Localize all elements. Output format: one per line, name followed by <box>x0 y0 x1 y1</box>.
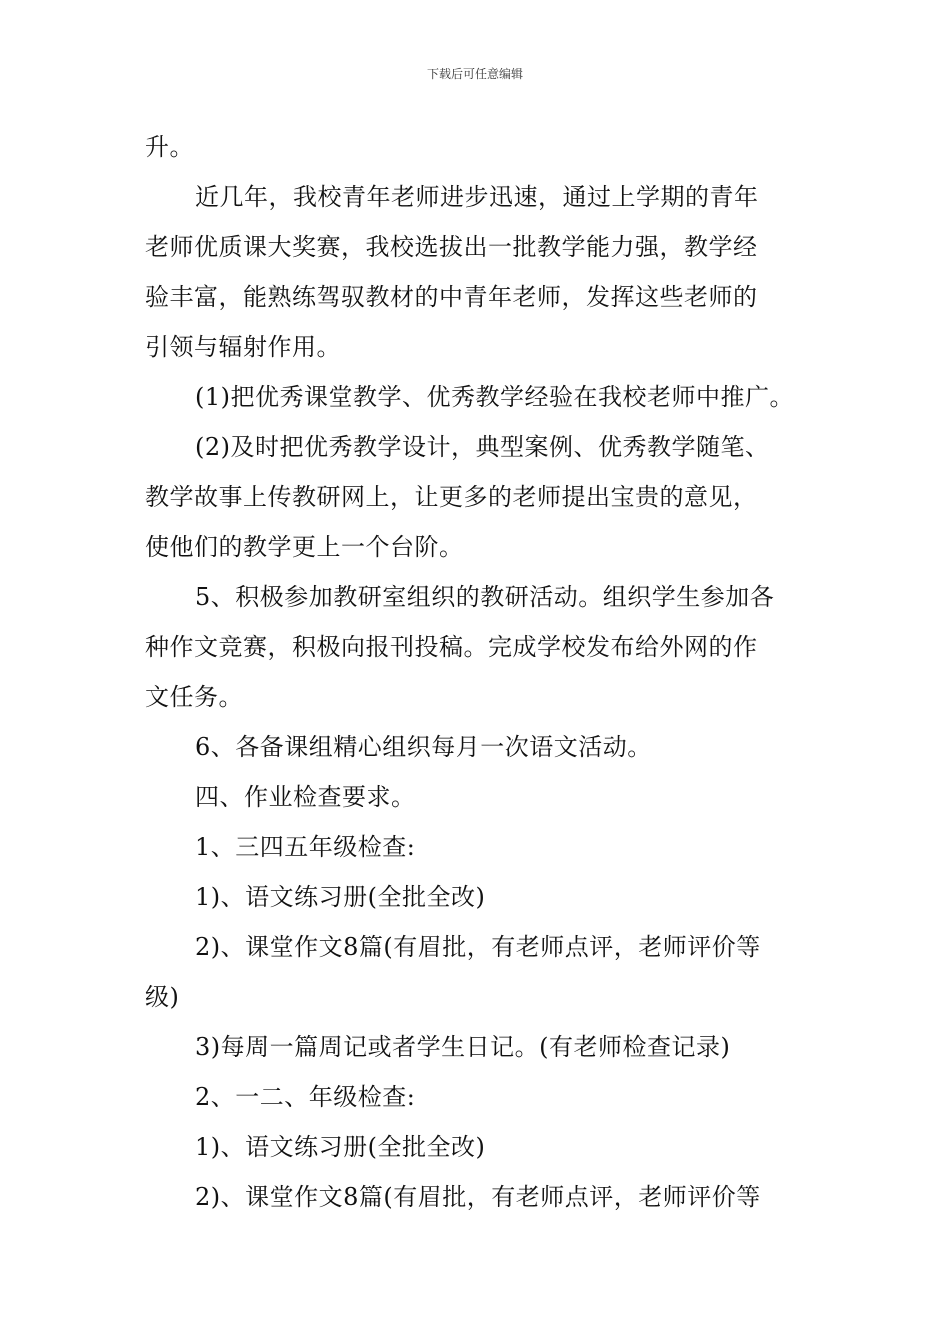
text-line: 升。 <box>145 133 194 161</box>
text-line: 2)、课堂作文8篇(有眉批，有老师点评，老师评价等 <box>195 1183 761 1211</box>
text-line: 验丰富，能熟练驾驭教材的中青年老师，发挥这些老师的 <box>145 283 758 311</box>
text-line: 四、作业检查要求。 <box>195 783 416 811</box>
text-line: 近几年，我校青年老师进步迅速，通过上学期的青年 <box>195 183 759 211</box>
text-line: 文任务。 <box>145 683 243 711</box>
text-line: 1、三四五年级检查: <box>195 833 416 861</box>
text-line: 老师优质课大奖赛，我校选拔出一批教学能力强，教学经 <box>145 233 758 261</box>
text-line: 1)、语文练习册(全批全改) <box>195 883 486 911</box>
document-body <box>145 122 815 1222</box>
page-header: 下载后可任意编辑 <box>426 67 523 81</box>
text-line: (2)及时把优秀教学设计，典型案例、优秀教学随笔、 <box>195 433 770 461</box>
text-line: 3)每周一篇周记或者学生日记。(有老师检查记录) <box>195 1033 731 1061</box>
text-line: (1)把优秀课堂教学、优秀教学经验在我校老师中推广。 <box>195 383 794 411</box>
text-line: 5、积极参加教研室组织的教研活动。组织学生参加各 <box>195 583 775 611</box>
text-line: 使他们的教学更上一个台阶。 <box>145 533 464 561</box>
text-line: 6、各备课组精心组织每月一次语文活动。 <box>195 733 652 761</box>
text-line: 教学故事上传教研网上，让更多的老师提出宝贵的意见， <box>145 483 758 511</box>
text-line: 引领与辐射作用。 <box>145 333 341 361</box>
text-line: 级) <box>145 983 180 1011</box>
text-line: 2、一二、年级检查: <box>195 1083 416 1111</box>
text-line: 2)、课堂作文8篇(有眉批，有老师点评，老师评价等 <box>195 933 761 961</box>
text-line: 1)、语文练习册(全批全改) <box>195 1133 486 1161</box>
text-line: 种作文竞赛，积极向报刊投稿。完成学校发布给外网的作 <box>145 633 758 661</box>
